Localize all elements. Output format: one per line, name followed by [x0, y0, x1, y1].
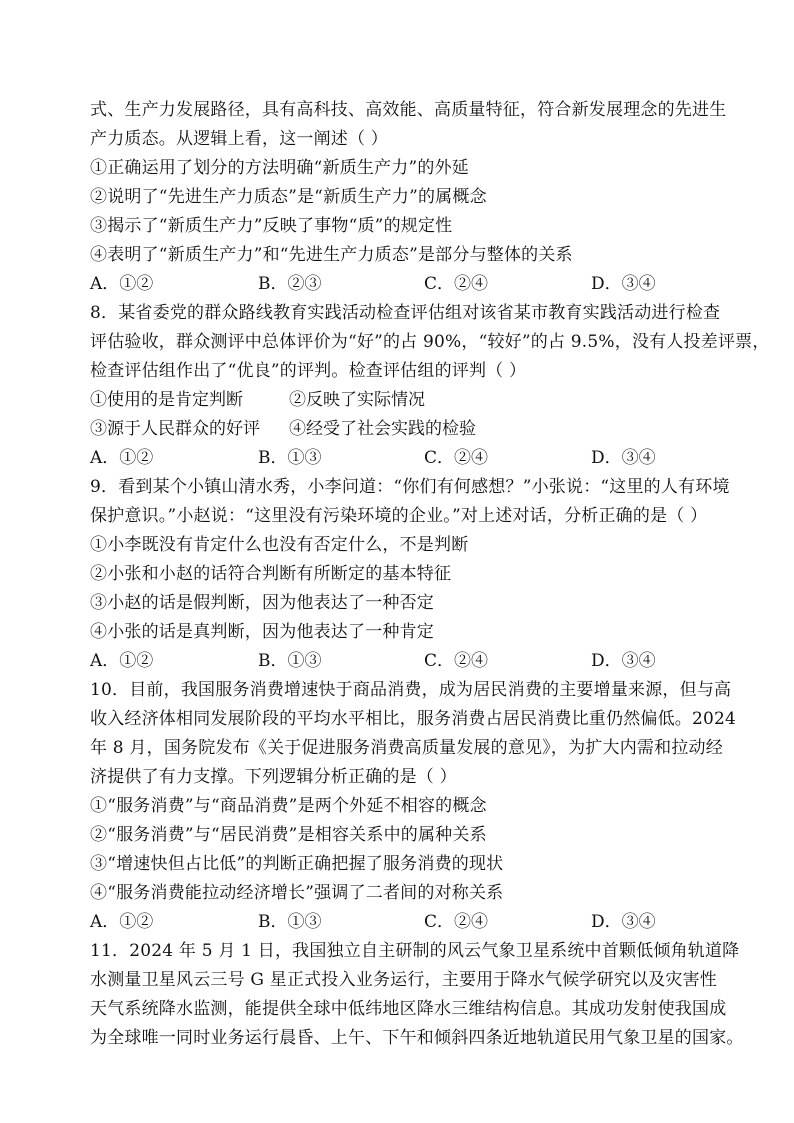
statement-line: ②小张和小赵的话符合判断有所断定的基本特征	[90, 564, 452, 584]
statement-line: ②说明了“先进生产力质态”是“新质生产力”的属概念	[90, 187, 487, 207]
question-11	[90, 937, 744, 1053]
option-c: C．②④	[424, 448, 489, 468]
option-b: B．②③	[258, 274, 322, 294]
statement-line: ③源于人民群众的好评	[90, 419, 260, 439]
question-stem-line: 9．看到某个小镇山清水秀，小李问道：“你们有何感想？”小张说：“这里的人有环境	[90, 477, 730, 497]
statement-line: ④经受了社会实践的检验	[289, 419, 476, 439]
option-d: D．③④	[591, 274, 656, 294]
question-stem-line: 天气系统降水监测，能提供全球中低纬地区降水三维结构信息。其成功发射使我国成	[90, 999, 727, 1019]
question-stem-line: 水测量卫星风云三号 G 星正式投入业务运行，主要用于降水气候学研究以及灾害性	[90, 970, 717, 990]
question-stem-line: 检查评估组作出了“优良”的评判。检查评估组的评判（ ）	[90, 361, 527, 381]
answer-options	[90, 444, 716, 473]
option-c: C．②④	[424, 912, 489, 932]
statement-line: ①使用的是肯定判断	[90, 390, 243, 410]
statement-line: ③“增速快但占比低”的判断正确把握了服务消费的现状	[90, 854, 504, 874]
question-stem-line: 11．2024 年 5 月 1 日，我国独立自主研制的风云气象卫星系统中首颗低倾角轨道降	[90, 941, 740, 961]
question-9	[90, 473, 730, 676]
question-8	[90, 299, 770, 473]
statement-line: ②“服务消费”与“居民消费”是相容关系中的属种关系	[90, 825, 487, 845]
statement-line: ①“服务消费”与“商品消费”是两个外延不相容的概念	[90, 796, 487, 816]
statement-line: ③揭示了“新质生产力”反映了事物“质”的规定性	[90, 216, 453, 236]
question-stem-line: 济提供了有力支撑。下列逻辑分析正确的是（ ）	[90, 767, 457, 787]
exam-page	[90, 96, 770, 1053]
statement-line: ①小李既没有肯定什么也没有否定什么，不是判断	[90, 535, 469, 555]
option-c: C．②④	[424, 274, 489, 294]
question-stem-line: 式、生产力发展路径，具有高科技、高效能、高质量特征，符合新发展理念的先进生	[90, 100, 727, 120]
question-stem-line: 为全球唯一同时业务运行晨昏、上午、下午和倾斜四条近地轨道民用气象卫星的国家。	[90, 1028, 744, 1048]
statement-pair	[90, 386, 716, 415]
answer-options	[90, 647, 716, 676]
statement-line: ④表明了“新质生产力”和“先进生产力质态”是部分与整体的关系	[90, 245, 573, 265]
statement-line: ④小张的话是真判断，因为他表达了一种肯定	[90, 622, 434, 642]
option-b: B．①③	[258, 651, 322, 671]
option-a: A．①②	[90, 274, 154, 294]
statement-line: ②反映了实际情况	[289, 390, 425, 410]
statement-line: ①正确运用了划分的方法明确“新质生产力”的外延	[90, 158, 469, 178]
question-stem-line: 产力质态。从逻辑上看，这一阐述（ ）	[90, 129, 389, 149]
answer-options	[90, 270, 716, 299]
statement-pair	[90, 415, 716, 444]
question-stem-line: 评估验收，群众测评中总体评价为“好”的占 90%，“较好”的占 9.5%，没有人投差评票，	[90, 332, 770, 352]
statement-line: ④“服务消费能拉动经济增长”强调了二者间的对称关系	[90, 883, 504, 903]
question-stem-line: 10．目前，我国服务消费增速快于商品消费，成为居民消费的主要增量来源，但与高	[90, 680, 732, 700]
question-10	[90, 676, 737, 937]
answer-options	[90, 908, 716, 937]
question-stem-line: 保护意识。”小赵说：“这里没有污染环境的企业。”对上述对话，分析正确的是（ ）	[90, 506, 708, 526]
option-c: C．②④	[424, 651, 489, 671]
question-7-continued	[90, 96, 727, 299]
question-stem-line: 8．某省委党的群众路线教育实践活动检查评估组对该省某市教育实践活动进行检查	[90, 303, 721, 323]
statement-line: ③小赵的话是假判断，因为他表达了一种否定	[90, 593, 434, 613]
option-b: B．①③	[258, 448, 322, 468]
question-stem-line: 收入经济体相同发展阶段的平均水平相比，服务消费占居民消费比重仍然偏低。2024	[90, 709, 737, 729]
option-a: A．①②	[90, 448, 154, 468]
option-a: A．①②	[90, 651, 154, 671]
question-stem-line: 年 8 月，国务院发布《关于促进服务消费高质量发展的意见》，为扩大内需和拉动经	[90, 738, 723, 758]
option-d: D．③④	[591, 448, 656, 468]
option-d: D．③④	[591, 912, 656, 932]
option-d: D．③④	[591, 651, 656, 671]
option-a: A．①②	[90, 912, 154, 932]
option-b: B．①③	[258, 912, 322, 932]
